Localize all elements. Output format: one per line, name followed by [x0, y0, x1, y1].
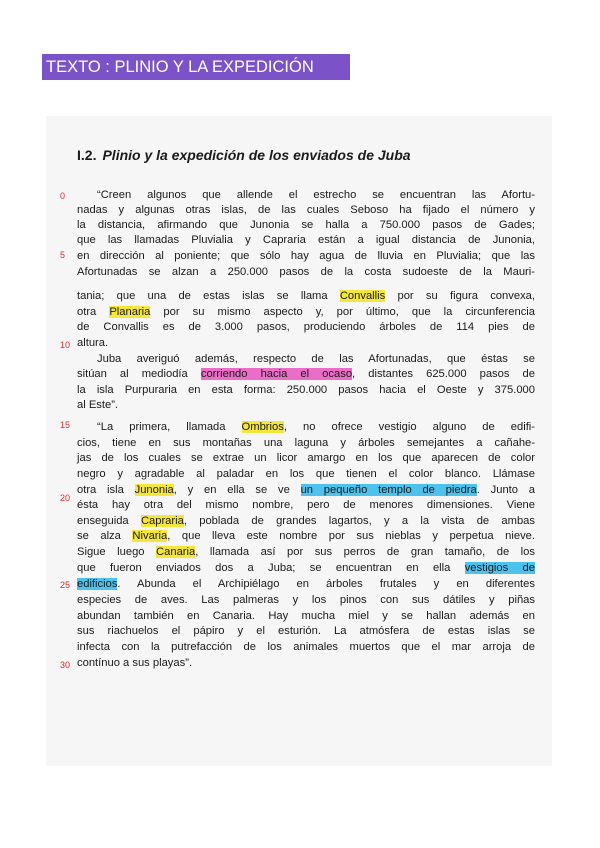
- text-line: [77, 624, 535, 639]
- text-segment: tania; que una de estas islas se llama: [77, 290, 340, 302]
- text-segment: , que lleva este nombre por sus nieblas y perpetua nieve.: [167, 530, 536, 542]
- section-number: I.2.: [77, 147, 97, 163]
- text-segment: , no ofrece vestigio alguno de edifi-: [283, 421, 536, 433]
- text-line: [77, 305, 535, 320]
- text-segment: especies de aves. Las palmeras y los pinos con sus dátiles y piñas: [77, 594, 535, 606]
- text-segment: , poblada de grandes lagartos, y a la vista de ambas: [183, 515, 536, 527]
- text-line: [77, 218, 535, 233]
- text-line: [77, 451, 535, 466]
- text-segment: contínuo a sus playas”.: [77, 657, 193, 669]
- text-line: [77, 577, 535, 592]
- text-segment: se alza: [77, 530, 133, 542]
- text-line: [77, 265, 535, 280]
- section-heading: [77, 147, 411, 163]
- line-number: 10: [60, 340, 71, 350]
- line-number: 5: [60, 250, 66, 260]
- text-segment: Sigue luego: [77, 546, 157, 558]
- text-segment: , distantes 625.000 pasos de: [352, 368, 535, 380]
- text-line: [77, 529, 535, 544]
- text-segment: por su mismo aspecto y, por último, que la circunferencia: [150, 306, 535, 318]
- text-segment: que las llamadas Pluvialia y Capraria están a igual distancia de Junonia,: [77, 234, 535, 246]
- text-segment: “La primera, llamada: [97, 421, 242, 433]
- text-segment: nadas y algunas otras islas, de las cuales Seboso ha fijado el número y: [77, 204, 535, 216]
- section-title: Plinio y la expedición de los enviados de Juba: [102, 147, 411, 163]
- text-segment: en dirección al poniente; que sólo hay agua de lluvia en Pluvialia; que las: [77, 250, 535, 262]
- text-line: [77, 398, 535, 413]
- highlighted-term: Nivaria: [132, 530, 168, 542]
- text-segment: la isla Purpuraria en esta forma: 250.000 pasos hacia el Oeste y 375.000: [77, 384, 535, 396]
- text-segment: Afortunadas se alzan a 250.000 pasos de la costa sudoeste de la Mauri-: [77, 266, 535, 278]
- line-number: 0: [60, 191, 66, 201]
- text-line: [77, 483, 535, 498]
- text-segment: al Este”.: [77, 399, 119, 411]
- text-line: [97, 188, 535, 203]
- text-line: [77, 561, 535, 576]
- text-line: [77, 498, 535, 513]
- text-segment: negro y agradable al paladar en los que tienen el color blanco. Llámase: [77, 468, 535, 480]
- text-line: [77, 249, 535, 264]
- text-line: [77, 656, 535, 671]
- text-line: [77, 593, 535, 608]
- text-line: [97, 352, 535, 367]
- text-segment: que fueron enviados dos a Juba; se encuentran en ella: [77, 562, 465, 574]
- text-line: [77, 609, 535, 624]
- text-segment: sitúan al mediodía: [77, 368, 201, 380]
- text-line: [77, 514, 535, 529]
- line-number: 25: [60, 580, 71, 590]
- text-line: [77, 640, 535, 655]
- line-number: 20: [60, 493, 71, 503]
- text-line: [77, 289, 535, 304]
- text-segment: , llamada así por sus perros de gran tamaño, de los: [195, 546, 535, 558]
- highlighted-term: Junonia: [134, 484, 174, 496]
- text-segment: por su figura convexa,: [385, 290, 535, 302]
- text-line: [77, 467, 535, 482]
- highlighted-term: Planaria: [109, 306, 151, 318]
- text-line: [77, 436, 535, 451]
- text-line: [77, 320, 535, 335]
- text-line: [77, 203, 535, 218]
- text-segment: altura.: [77, 337, 109, 349]
- highlighted-term: Canaria: [156, 546, 196, 558]
- text-segment: cios, tiene en sus montañas una laguna y árboles semejantes a cañahe-: [77, 437, 535, 449]
- text-line: [77, 336, 535, 351]
- line-number: 15: [60, 420, 71, 430]
- text-segment: de Convallis es de 3.000 pasos, produciendo árboles de 114 pies de: [77, 321, 535, 333]
- text-segment: . Abunda el Archipiélago en árboles frutales y en diferentes: [117, 578, 535, 590]
- text-segment: “Creen algunos que allende el estrecho se encuentran las Afortu-: [97, 189, 535, 201]
- text-segment: otra isla: [77, 484, 135, 496]
- highlighted-term: corriendo hacia el ocaso: [200, 368, 353, 380]
- text-segment: sus riachuelos el pápiro y el esturión. La atmósfera de estas islas se: [77, 625, 535, 637]
- text-segment: jas de los cuales se extrae un licor amargo en los que aparecen de color: [77, 452, 535, 464]
- text-segment: enseguida: [77, 515, 141, 527]
- text-line: [97, 420, 535, 435]
- highlighted-term: un pequeño templo de piedra: [300, 484, 477, 496]
- text-line: [77, 383, 535, 398]
- text-line: [77, 545, 535, 560]
- text-line: [77, 233, 535, 248]
- text-segment: . Junto a: [476, 484, 535, 496]
- text-segment: ésta hay otra del mismo nombre, pero de menores dimensiones. Viene: [77, 499, 535, 511]
- highlighted-term: Capraria: [140, 515, 184, 527]
- text-segment: abundan también en Canaria. Hay mucha miel y se hallan además en: [77, 610, 535, 622]
- text-line: [77, 367, 535, 382]
- text-segment: infecta con la putrefacción de los animales muertos que el mar arroja de: [77, 641, 535, 653]
- line-number: 30: [60, 660, 71, 670]
- highlighted-term: Convallis: [339, 290, 386, 302]
- text-segment: la distancia, afirmando que Junonia se halla a 750.000 pasos de Gades;: [77, 219, 535, 231]
- text-segment: otra: [77, 306, 110, 318]
- text-segment: , y en ella se ve: [173, 484, 301, 496]
- highlighted-term: Ombrios: [241, 421, 284, 433]
- highlighted-term: vestigios de: [464, 562, 535, 574]
- title-banner: TEXTO : PLINIO Y LA EXPEDICIÓN: [42, 54, 350, 80]
- text-segment: Juba averiguó además, respecto de las Afortunadas, que éstas se: [97, 353, 535, 365]
- highlighted-term: edificios: [77, 578, 118, 590]
